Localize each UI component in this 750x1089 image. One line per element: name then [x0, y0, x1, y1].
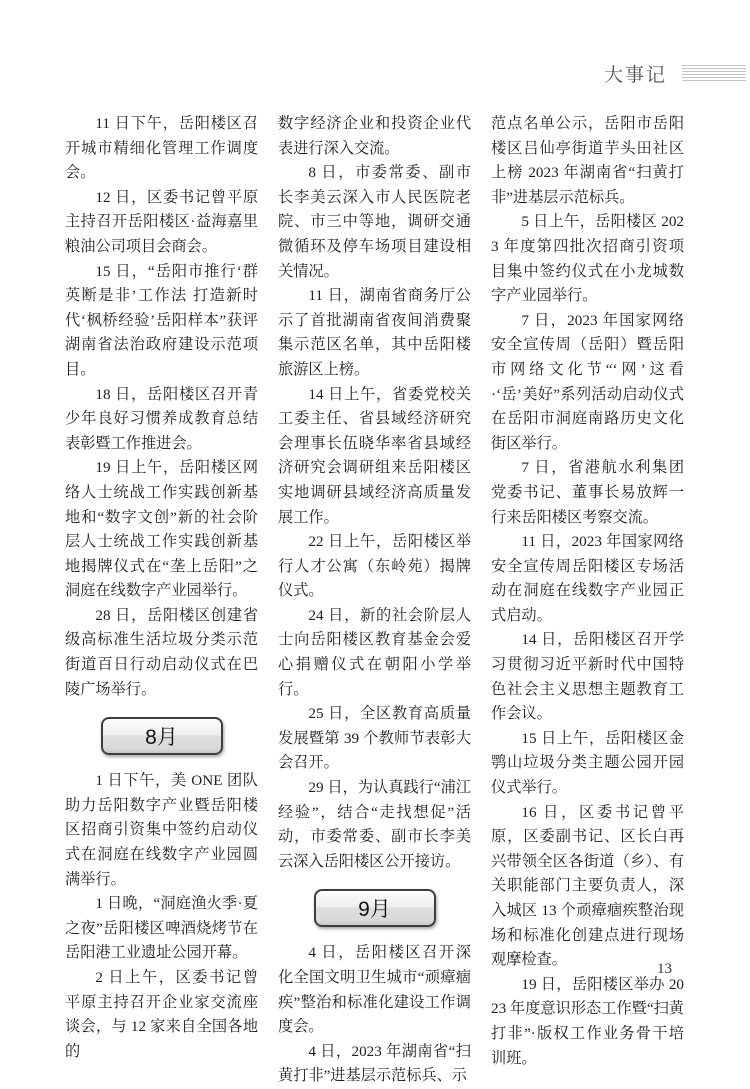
- column-2: [278, 112, 471, 1085]
- event-entry: 8 日，市委常委、副市长李美云深入市人民医院老院、市三中等地，调研交通微循环及停车场项目建设相关情况。: [278, 164, 471, 280]
- event-entry: 1 日下午，美 ONE 团队助力岳阳数字产业暨岳阳楼区招商引资集中签约启动仪式在洞庭在线数字产业园圆满举行。: [65, 772, 258, 888]
- page-content: [65, 112, 685, 1085]
- event-entry: 12 日，区委书记曾平原主持召开岳阳楼区·益海嘉里粮油公司项目会商会。: [65, 188, 258, 255]
- event-entry: 11 日，湖南省商务厅公示了首批湖南省夜间消费聚集示范区名单，其中岳阳楼旅游区上榜。: [278, 287, 471, 378]
- month-button-september: [314, 889, 436, 927]
- header-rule-lines-icon: [682, 65, 746, 82]
- event-entry: 18 日，岳阳楼区召开青少年良好习惯养成教育总结表彰暨工作推进会。: [65, 385, 258, 452]
- event-entry: 19 日上午，岳阳楼区网络人士统战工作实践创新基地和“数字文创”新的社会阶层人士统战工作实践创新基地揭牌仪式在“垄上岳阳”之洞庭在线数字产业园举行。: [65, 459, 258, 600]
- page-number: 13: [657, 961, 672, 977]
- event-entry: 28 日，岳阳楼区创建省级高标准生活垃圾分类示范街道百日行动启动仪式在巴陵广场举行。: [65, 606, 258, 698]
- event-entry: 14 日上午，省委党校关工委主任、省县域经济研究会理事长伍晓华率省县域经济研究会调研组来岳阳楼区实地调研县域经济高质量发展工作。: [278, 385, 471, 526]
- event-entry: 29 日，为认真践行“浦江经验”，结合“走找想促”活动，市委常委、副市长李美云深入岳阳楼区公开接访。: [278, 779, 471, 870]
- event-entry: 5 日上午，岳阳楼区 2023 年度第四批次招商引资项目集中签约仪式在小龙城数字产业园举行。: [491, 213, 684, 305]
- event-entry: 7 日，2023 年国家网络安全宣传周（岳阳）暨岳阳市网络文化节“‘网’这看·‘岳’美好”系列活动启动仪式在岳阳市洞庭南路历史文化街区举行。: [491, 311, 684, 452]
- column-3: [491, 112, 684, 1067]
- event-entry: 11 日下午，岳阳楼区召开城市精细化管理工作调度会。: [65, 115, 258, 182]
- event-entry: 16 日，区委书记曾平原，区委副书记、区长白再兴带领全区各街道（乡）、有关职能部门主要负责人，深入城区 13 个顽瘴痼疾整治现场和标准化创建点进行现场观摩检查。: [491, 803, 684, 969]
- page-title: 大事记: [603, 65, 667, 86]
- event-entry: 2 日上午，区委书记曾平原主持召开企业家交流座谈会，与 12 家来自全国各地的: [65, 969, 258, 1060]
- column-1: [65, 112, 258, 1060]
- event-entry: 4 日，2023 年湖南省“扫黄打非”进基层示范标兵、示: [278, 1042, 471, 1085]
- month-button-label: 9月: [358, 898, 391, 922]
- month-button-august: [101, 717, 223, 755]
- event-entry: 7 日，省港航水利集团党委书记、董事长易放辉一行来岳阳楼区考察交流。: [491, 459, 684, 526]
- event-entry: 25 日，全区教育高质量发展暨第 39 个教师节表彰大会召开。: [278, 705, 471, 772]
- page-header: [604, 60, 746, 87]
- event-entry: 4 日，岳阳楼区召开深化全国文明卫生城市“顽瘴痼疾”整治和标准化建设工作调度会。: [278, 944, 471, 1036]
- event-entry: 19 日，岳阳楼区举办 2023 年度意识形态工作暨“扫黄打非”·版权工作业务骨干培训班。: [491, 975, 684, 1067]
- event-entry: 14 日，岳阳楼区召开学习贯彻习近平新时代中国特色社会主义思想主题教育工作会议。: [491, 631, 684, 723]
- event-entry: 22 日上午，岳阳楼区举行人才公寓（东岭苑）揭牌仪式。: [278, 533, 471, 600]
- event-entry-continuation: 范点名单公示，岳阳市岳阳楼区吕仙亭街道芋头田社区上榜 2023 年湖南省“扫黄打非”进基层示范标兵。: [491, 115, 684, 206]
- month-button-label: 8月: [145, 726, 178, 750]
- event-entry: 15 日上午，岳阳楼区金鹗山垃圾分类主题公园开园仪式举行。: [491, 729, 684, 797]
- event-entry: 24 日，新的社会阶层人士向岳阳楼区教育基金会爱心捐赠仪式在朝阳小学举行。: [278, 606, 471, 698]
- event-entry: 1 日晚，“洞庭渔火季·夏之夜”岳阳楼区啤酒烧烤节在岳阳港工业遗址公园开幕。: [65, 895, 258, 962]
- event-entry: 11 日，2023 年国家网络安全宣传周岳阳楼区专场活动在洞庭在线数字产业园正式启动。: [491, 533, 684, 624]
- event-entry-continuation: 数字经济企业和投资企业代表进行深入交流。: [278, 115, 471, 157]
- event-entry: 15 日，“岳阳市推行‘群英断是非’工作法 打造新时代‘枫桥经验’岳阳样本”获评湖南省法治政府建设示范项目。: [65, 262, 258, 378]
